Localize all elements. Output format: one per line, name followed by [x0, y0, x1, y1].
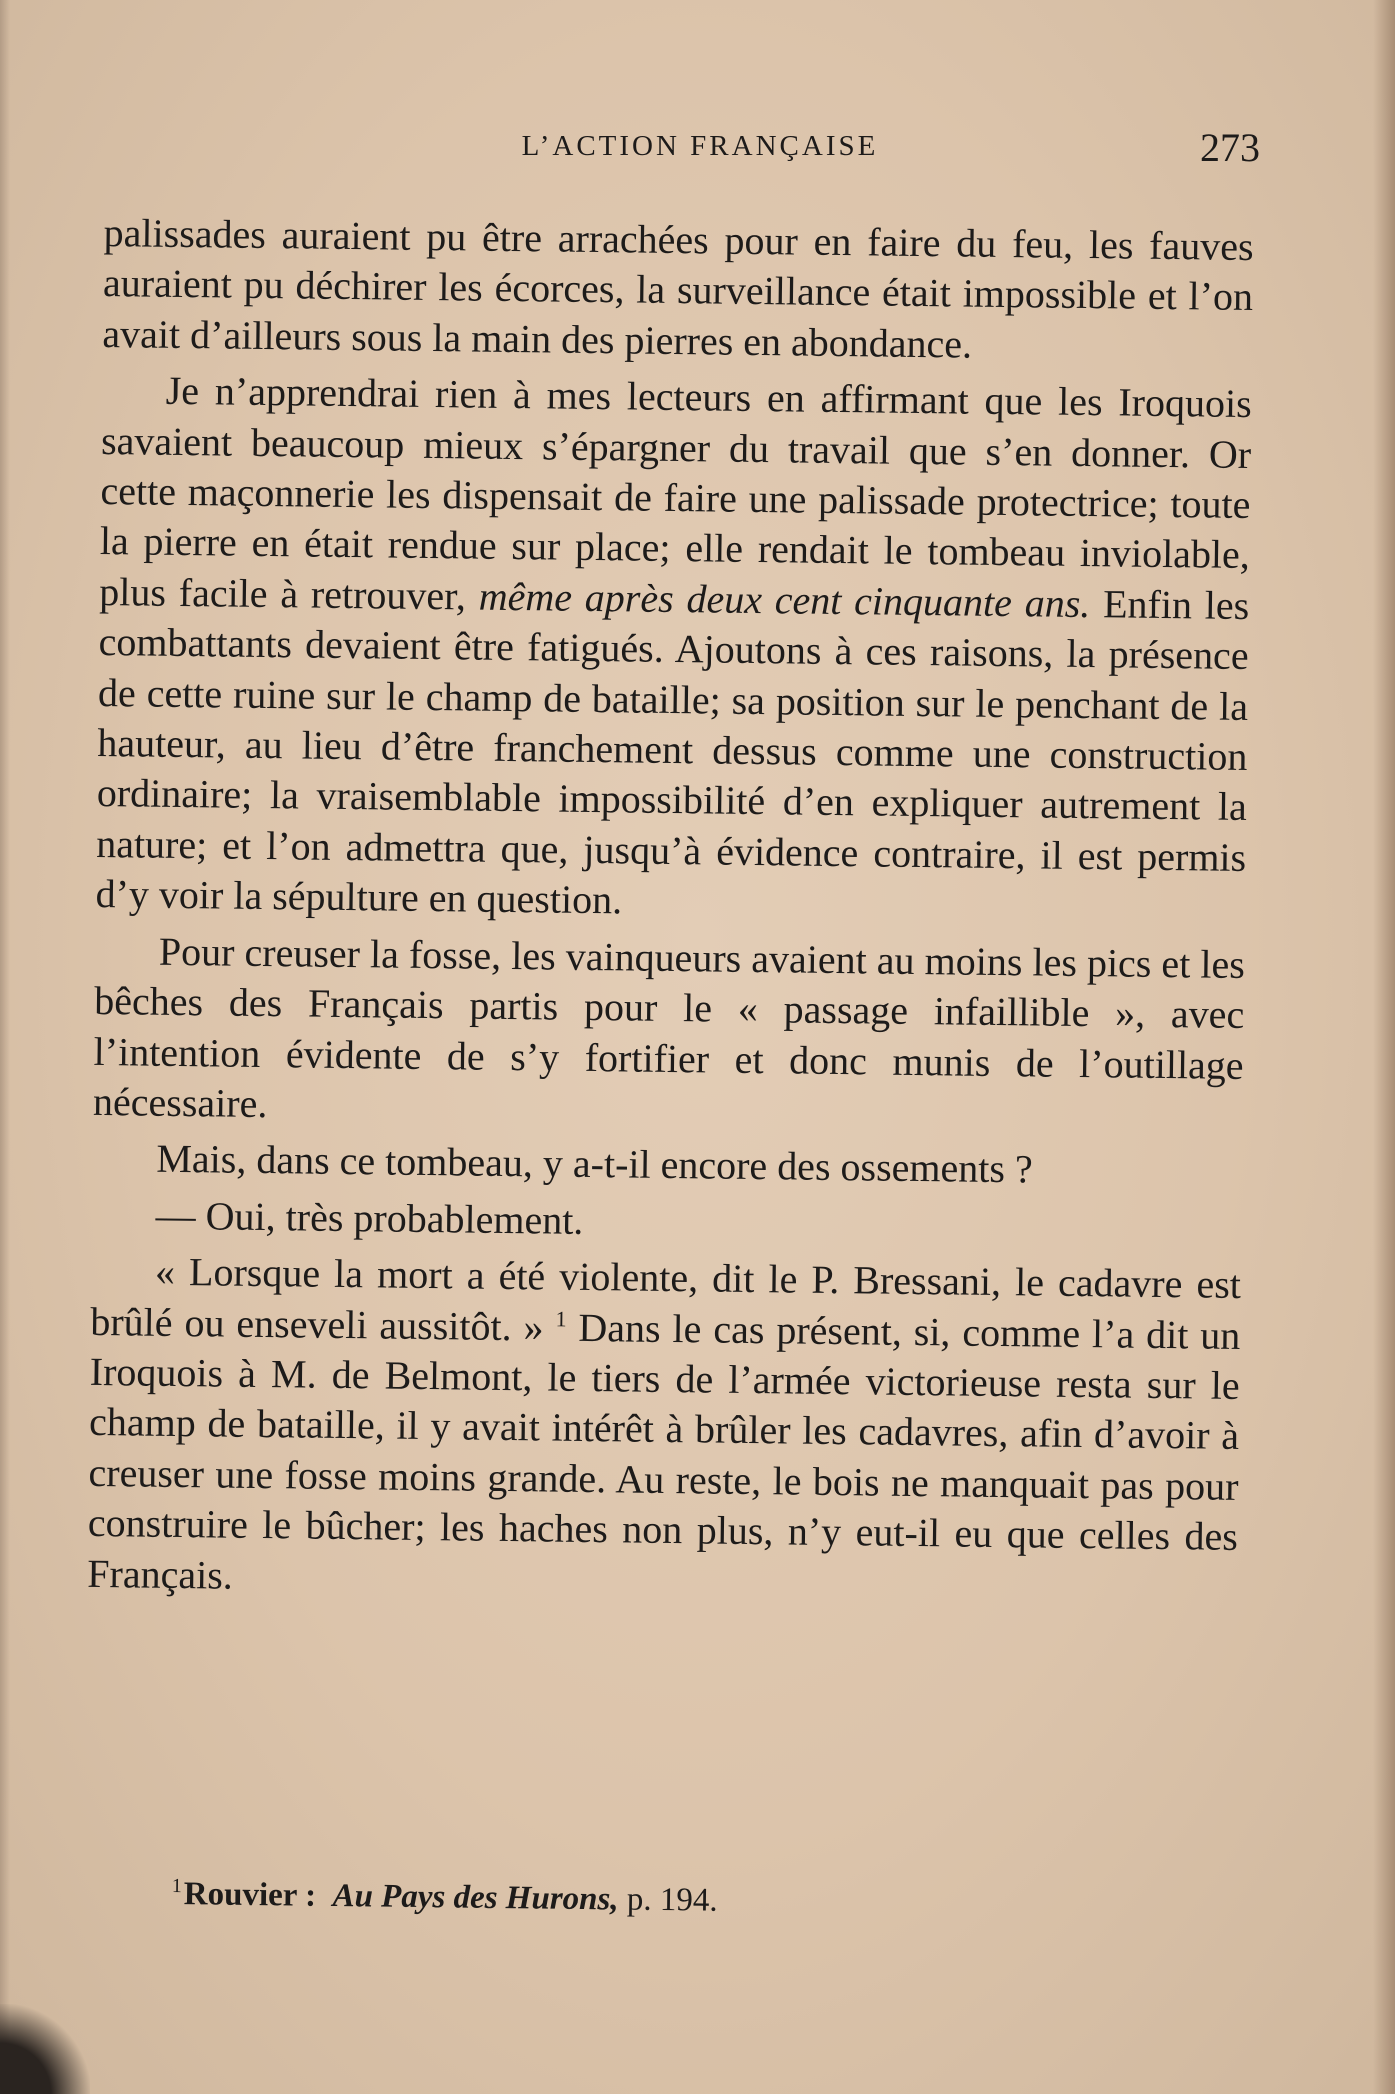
paragraph-bressani-text: Dans le cas présent, si, comme l’a dit un Iroquois à M. de Belmont, le tiers de l’armée victorieuse resta sur le champ de bataille, il y avait intérêt à brûler les cadavres, afin d’avoir à creuser une fosse moins grande. Au reste, le bois ne manquait pas pour construire le bûcher; les haches non plus, n’y eut-il eu que celles des Français. [87, 1304, 1241, 1598]
running-title: L’ACTION FRANÇAISE [521, 130, 879, 162]
footnote-reference: 1 [555, 1305, 567, 1331]
page-number: 273 [1200, 125, 1260, 170]
paragraph-question: Mais, dans ce tombeau, y a-t-il encore des ossements ? [156, 1136, 1033, 1192]
paragraph-iroquois [95, 365, 1252, 933]
paragraph-iroquois-text-a: Je n’apprendrai rien à mes lecteurs en affirmant que les Iroquois savaient beaucoup mieux s’épargner du travail que s’en donner. Or cette maçonnerie les dispensait de faire une palissade protectrice; toute la pierre en était rendue sur place; elle rendait le tombeau inviolable, plus facile à retrouver, [99, 367, 1252, 619]
footnote-work-title: Au Pays des Hurons, [332, 1877, 619, 1918]
footnote [172, 1876, 1072, 1924]
page-right-edge [1373, 0, 1395, 2094]
paragraph-iroquois-text-b: Enfin les combattants devaient être fatigués. Ajoutons à ces raisons, la présence de cette ruine sur le champ de bataille; sa position sur le penchant de la hauteur, au lieu d’être franchement dessus comme une construction ordinaire; la vraisemblable impossibilité d’en expliquer autrement la nature; et l’on admettra que, jusqu’à évidence contraire, il est permis d’y voir la sépulture en question. [95, 581, 1250, 923]
footnote-page: p. 194. [626, 1881, 718, 1919]
running-head [140, 118, 1260, 178]
paragraph-bressani [87, 1246, 1241, 1613]
paragraph-answer: — Oui, très probablement. [155, 1192, 584, 1243]
paragraph-continuation: palissades auraient pu être arrachées pour en faire du feu, les fauves auraient pu déchirer les écorces, la surveillance était impossible et l’on avait d’ailleurs sous la main des pierres en abondance. [102, 209, 1254, 367]
page-left-edge [0, 0, 10, 2094]
paragraph-bressani-quote: « Lorsque la mort a été violente, dit le P. Bressani, le cadavre est brûlé ou enseveli aussitôt. » [90, 1248, 1242, 1349]
footnote-author: Rouvier : [183, 1876, 317, 1914]
footnote-number: 1 [171, 1875, 183, 1898]
body-text [87, 208, 1254, 1619]
paragraph-fosse: Pour creuser la fosse, les vainqueurs avaient au moins les pics et les bêches des Français partis pour le « passage infaillible », avec l’intention évidente de s’y fortifier et donc munis de l’outillage nécessaire. [92, 928, 1246, 1126]
corner-shadow [0, 2004, 90, 2094]
paragraph-iroquois-emphasis: même après deux cent cinquante ans. [478, 573, 1091, 626]
